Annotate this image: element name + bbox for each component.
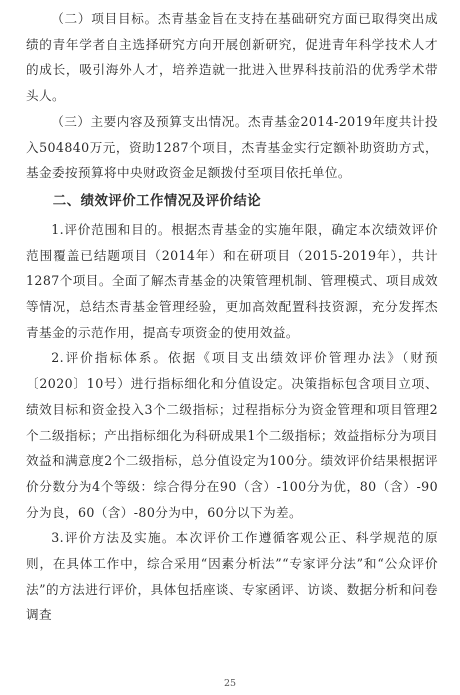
paragraph-indicator-system: 2.评价指标体系。依据《项目支出绩效评价管理办法》（财预〔2020〕10号）进行指标细化和分值设定。决策指标包含项目立项、绩效目标和资金投入3个二级指标；过程指标分为资金管理和项目管理2个二级指标；产出指标细化为科研成果1个二级指标；效益指标分为项目效益和满意度2个二级指标，总分值设定为100分。绩效评价结果根据评价分数分为4个等级：综合得分在90（含）-100分为优，80（含）-90分为良，60（含）-80分为中，60分以下为差。 <box>26 350 438 520</box>
paragraph-content-budget: （三）主要内容及预算支出情况。杰青基金2014-2019年度共计投入504840万元，资助1287个项目，杰青基金实行定额补助资助方式，基金委按预算将中央财政资金足额拨付至项目依托单位。 <box>26 113 438 181</box>
paragraph-project-goal: （二）项目目标。杰青基金旨在支持在基础研究方面已取得突出成绩的青年学者自主选择研究方向开展创新研究，促进青年科学技术人才的成长，吸引海外人才，培养造就一批进入世界科技前沿的优秀学术带头人。 <box>26 11 438 104</box>
page-number: 25 <box>223 678 237 689</box>
paragraph-evaluation-scope: 1.评价范围和目的。根据杰青基金的实施年限，确定本次绩效评价范围覆盖已结题项目（2014年）和在研项目（2015-2019年），共计1287个项目。全面了解杰青基金的决策管理机制、管理模式、项目成效等情况，总结杰青基金管理经验，更加高效配置科技资源，充分发挥杰青基金的示范作用，提高专项资金的使用效益。 <box>26 221 438 340</box>
section-heading: 二、绩效评价工作情况及评价结论 <box>52 193 262 209</box>
paragraph-evaluation-method: 3.评价方法及实施。本次评价工作遵循客观公正、科学规范的原则，在具体工作中，综合采用“因素分析法”“专家评分法”和“公众评价法”的方法进行评价，具体包括座谈、专家函评、访谈、数据分析和问卷调查 <box>26 530 438 623</box>
